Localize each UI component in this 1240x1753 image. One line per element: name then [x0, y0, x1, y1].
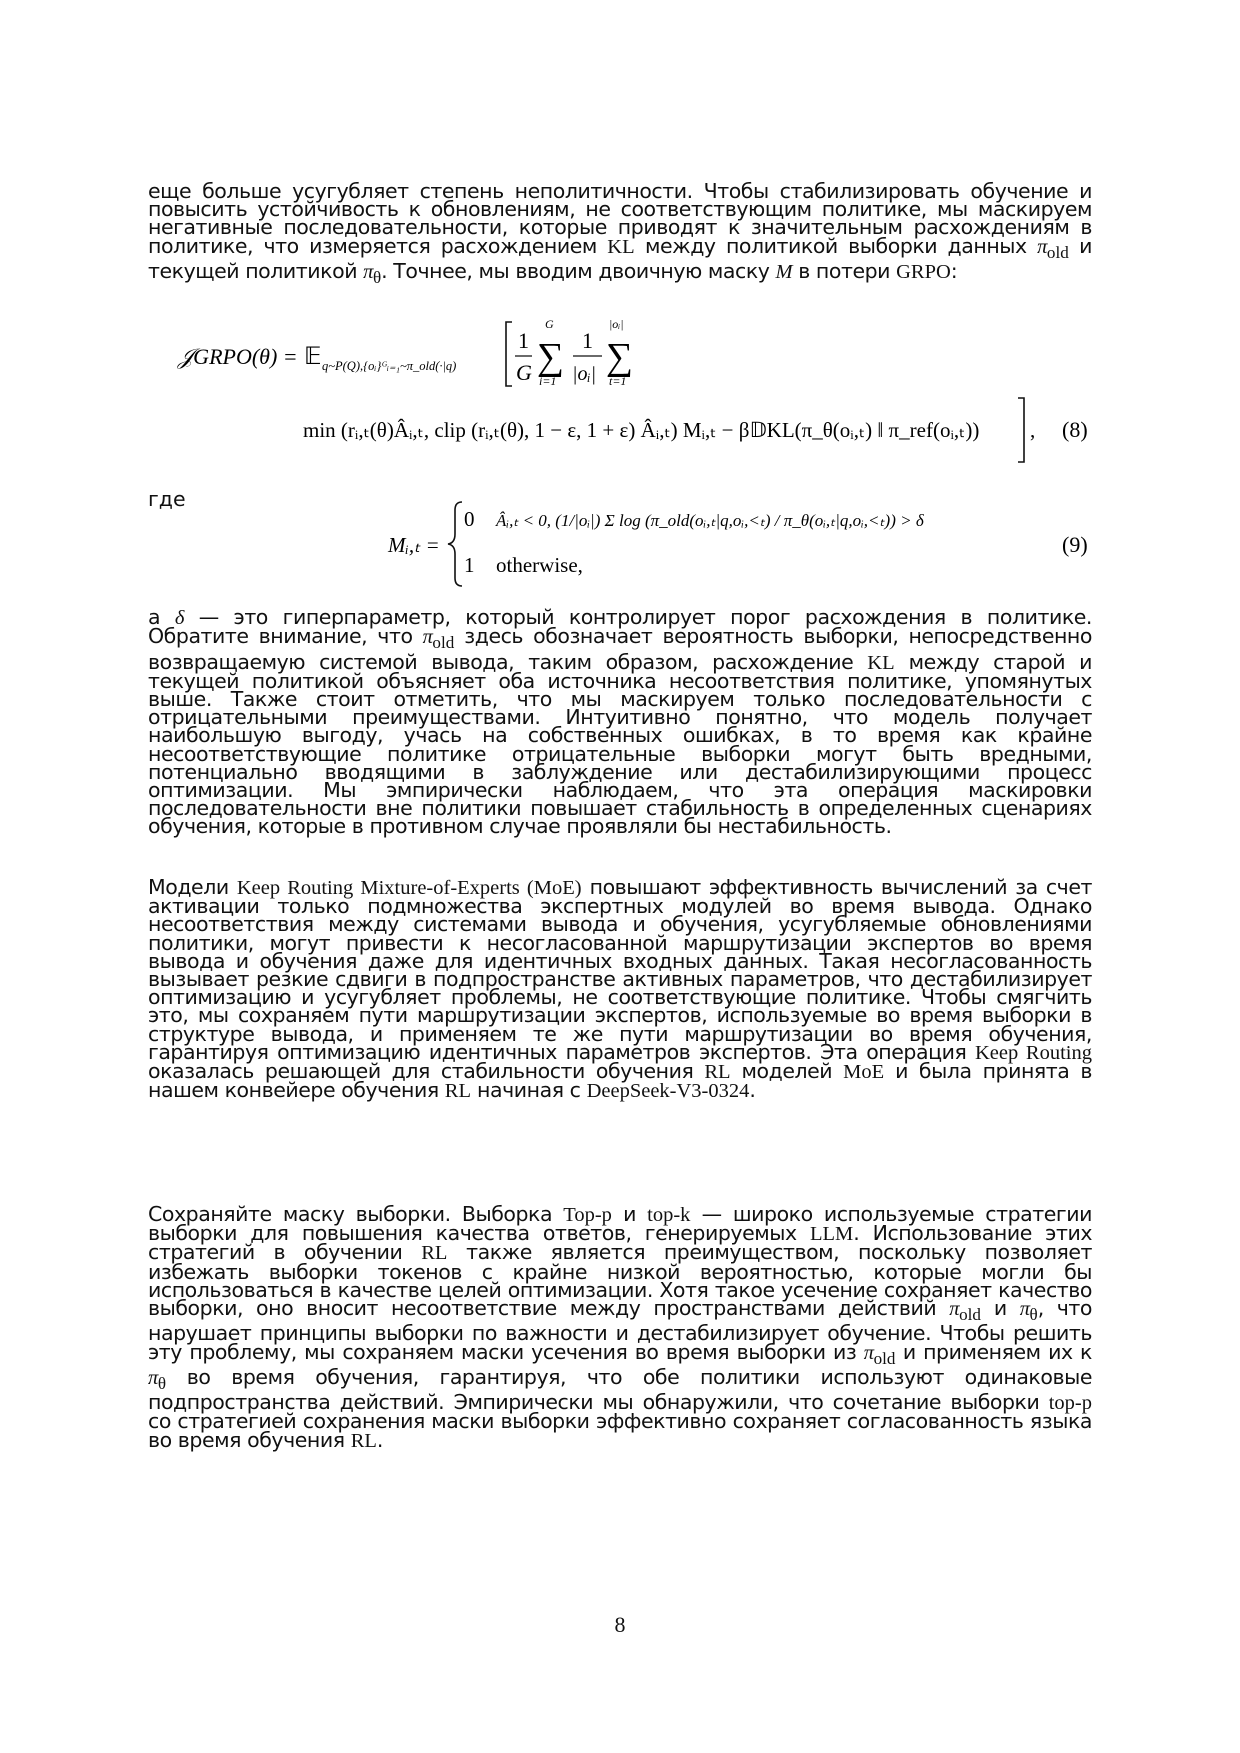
text-run: повышают эффективность вычислений за счет активации только подмножества экспертных модулей во время вывода. Однако несоответствия между системами вывода и обучения, усугубляемые обновлениями политики, могут привести к несогласованной маршрутизации экспертов во время вывода и обучения даже для идентичных входных данных. Такая несогласованность вызывает резкие сдвиги в подпространстве активных параметров, что дестабилизирует оптимизацию и усугубляет проблемы, не соответствующие политике. Чтобы смягчить это, мы сохраняем пути маршрутизации экспертов, используемые во время выборки в структуре вывода, и применяем те же пути маршрутизации во время обучения, гарантируя оптимизацию идентичных параметров экспертов. Эта операция	[148, 875, 1092, 1064]
term-kl: KL	[867, 651, 895, 674]
text-run: в потери	[792, 258, 897, 283]
text-run: также является преимуществом, поскольку позволяет избежать выборки токенов с крайне низкой вероятностью, которые могли бы использоваться в качестве целей оптимизации. Хотя такое усечение сохраняет качество выборки, оно вносит несоответствие между пространствами действий	[148, 1240, 1093, 1321]
page-number: 8	[614, 1612, 626, 1637]
text-run: — широко используемые стратегии выборки для повышения качества ответов, генерируемых	[148, 1202, 1092, 1246]
eq8-lhs: 𝒥GRPO(θ) =	[178, 344, 298, 369]
text-run: начиная с	[470, 1078, 587, 1103]
eq8-sum1-top: G	[545, 317, 554, 331]
term-llm: LLM	[809, 1223, 854, 1246]
eq9-case1-condition: Âᵢ,ₜ < 0, (1/|oᵢ|) Σ log (π_old(oᵢ,ₜ|q,oᵢ,<ₜ) / π_θ(oᵢ,ₜ|q,oᵢ,<ₜ)) > δ	[496, 511, 924, 530]
symbol-pi: π	[1019, 1298, 1030, 1321]
eq8-sum2-top: |oᵢ|	[609, 317, 624, 331]
eq8-sum1-bottom: i=1	[539, 374, 557, 388]
eq8-right-bracket	[1018, 398, 1024, 462]
text-run: между политикой выборки данных	[634, 233, 1038, 258]
eq8-expectation-subscript: q~P(Q),{oᵢ}ᴳᵢ₌₁~π_old(·|q)	[322, 359, 457, 373]
eq8-number: (8)	[1062, 417, 1088, 442]
symbol-pi: π	[949, 1298, 960, 1321]
term-deepseek: DeepSeek-V3-0324	[586, 1080, 750, 1103]
equation-8	[0, 300, 1240, 470]
text-run: :	[950, 258, 958, 283]
term-rl: RL	[421, 1242, 448, 1265]
term-top-k: top-k	[647, 1204, 691, 1226]
eq8-sum2: ∑	[606, 336, 634, 378]
subscript-old: old	[959, 1305, 981, 1325]
term-rl: RL	[444, 1080, 471, 1103]
term-moe: MoE	[843, 1061, 885, 1084]
term-keep-routing-moe: Keep Routing Mixture-of-Experts (MoE)	[236, 877, 582, 899]
eq8-frac2-den: |oᵢ|	[572, 363, 597, 385]
term-top-p: Top-p	[563, 1204, 612, 1226]
term-top-p: top-p	[1048, 1392, 1092, 1415]
text-run: и	[611, 1202, 648, 1226]
text-run: . Точнее, мы вводим двоичную маску	[381, 258, 776, 283]
text-run: и	[980, 1296, 1020, 1321]
text-run: моделей	[730, 1059, 844, 1084]
text-run: здесь обозначает вероятность выборки, непосредственно возвращаемую системой вывода, таким образом, расхождение	[148, 624, 1092, 674]
subscript-theta: θ	[157, 1373, 167, 1393]
text-run: Сохраняйте маску выборки. Выборка	[148, 1202, 564, 1226]
paragraph-sampling-mask	[148, 1202, 1093, 1452]
eq8-left-bracket	[506, 322, 512, 386]
subscript-theta: θ	[372, 268, 382, 287]
eq8-expectation: 𝔼	[304, 344, 322, 370]
eq9-lhs: Mᵢ,ₜ =	[388, 533, 440, 557]
eq9-number: (9)	[1062, 532, 1088, 557]
symbol-pi: π	[863, 1341, 874, 1364]
symbol-pi: π	[422, 626, 433, 649]
eq8-frac1-num: 1	[518, 328, 529, 353]
subscript-old: old	[873, 1348, 896, 1368]
text-run: .	[376, 1427, 383, 1452]
symbol-delta: δ	[174, 607, 184, 629]
subscript-theta: θ	[1029, 1305, 1038, 1325]
text-run: и применяем их к	[895, 1339, 1092, 1364]
symbol-m: M	[775, 260, 793, 283]
term-grpo: GRPO	[896, 260, 951, 283]
eq8-frac2-num: 1	[582, 328, 593, 353]
eq9-case2-condition: otherwise,	[496, 553, 583, 577]
paragraph-delta-explanation	[148, 605, 1093, 839]
term-keep-routing: Keep Routing	[974, 1041, 1092, 1064]
eq8-sum2-bottom: t=1	[609, 374, 627, 388]
where-label: где	[148, 487, 186, 511]
eq9-brace	[448, 502, 462, 586]
text-run: и была принята в нашем конвейере обучения	[148, 1059, 1093, 1103]
symbol-pi: π	[1037, 235, 1047, 258]
paragraph-masking-intro	[148, 179, 1092, 287]
text-run: . Использование этих стратегий в обучении	[148, 1221, 1092, 1265]
equation-9	[0, 496, 1240, 592]
text-run: оказалась решающей для стабильности обучения	[148, 1059, 705, 1084]
text-run: .	[749, 1078, 756, 1103]
eq8-line2: min (rᵢ,ₜ(θ)Âᵢ,ₜ, clip (rᵢ,ₜ(θ), 1 − ε, 1 + ε) Âᵢ,ₜ) Mᵢ,ₜ − β𝔻KL(π_θ(oᵢ,ₜ) ‖ π_ref(oᵢ,ₜ))	[303, 418, 980, 442]
text-run: и текущей политикой	[148, 233, 1092, 283]
text-run: — это гиперпараметр, который контролирует порог расхождения в политике. Обратите внимание, что	[148, 605, 1093, 649]
symbol-pi: π	[363, 260, 373, 283]
eq9-case1-value: 0	[464, 507, 475, 531]
text-run: во время обучения, гарантируя, что обе политики используют одинаковые подпространства действий. Эмпирически мы обнаружили, что сочетание выборки	[148, 1364, 1092, 1415]
term-rl: RL	[350, 1429, 377, 1452]
svg-text:,: ,	[1030, 418, 1036, 442]
subscript-old: old	[432, 633, 455, 653]
eq8-frac1-den: G	[516, 360, 532, 385]
text-run: а	[148, 605, 175, 629]
text-run: , что нарушает принципы выборки по важности и дестабилизирует обучение. Чтобы решить эту проблему, мы сохраняем маски усечения во время выборки из	[148, 1296, 1092, 1364]
text-run: между старой и текущей политикой объясняет оба источника несоответствия политике, упомянутых выше. Также стоит отметить, что мы маскируем только последовательности с отрицательными преимуществами. Интуитивно понятно, что модель получает наибольшую выгоду, учась на собственных ошибках, в то время как крайне несоответствующие политике отрицательные выборки могут быть вредными, потенциально вводящими в заблуждение или дестабилизирующими процесс оптимизации. Мы эмпирически наблюдаем, что эта операция маскировки последовательности вне политики повышает стабильность в определенных сценариях обучения, которые в противном случае проявляли бы нестабильность.	[148, 649, 1092, 839]
text-run: Модели	[148, 875, 237, 899]
text-run: еще больше усугубляет степень неполитичности. Чтобы стабилизировать обучение и повысить устойчивость к обновлениям, не соответствующим политике, мы маскируем негативные последовательности, которые приводят к значительным расхождениям в политике, что измеряется расхождением	[148, 179, 1092, 258]
eq9-case2-value: 1	[464, 553, 475, 577]
symbol-pi: π	[148, 1366, 158, 1389]
eq8-sum1: ∑	[537, 336, 565, 378]
subscript-old: old	[1046, 242, 1069, 262]
term-kl: KL	[607, 235, 635, 258]
text-run: со стратегией сохранения маски выборки эффективно сохраняет согласованность языка во время обучения	[148, 1409, 1092, 1452]
term-rl: RL	[704, 1061, 731, 1084]
paragraph-keep-routing	[148, 875, 1093, 1103]
